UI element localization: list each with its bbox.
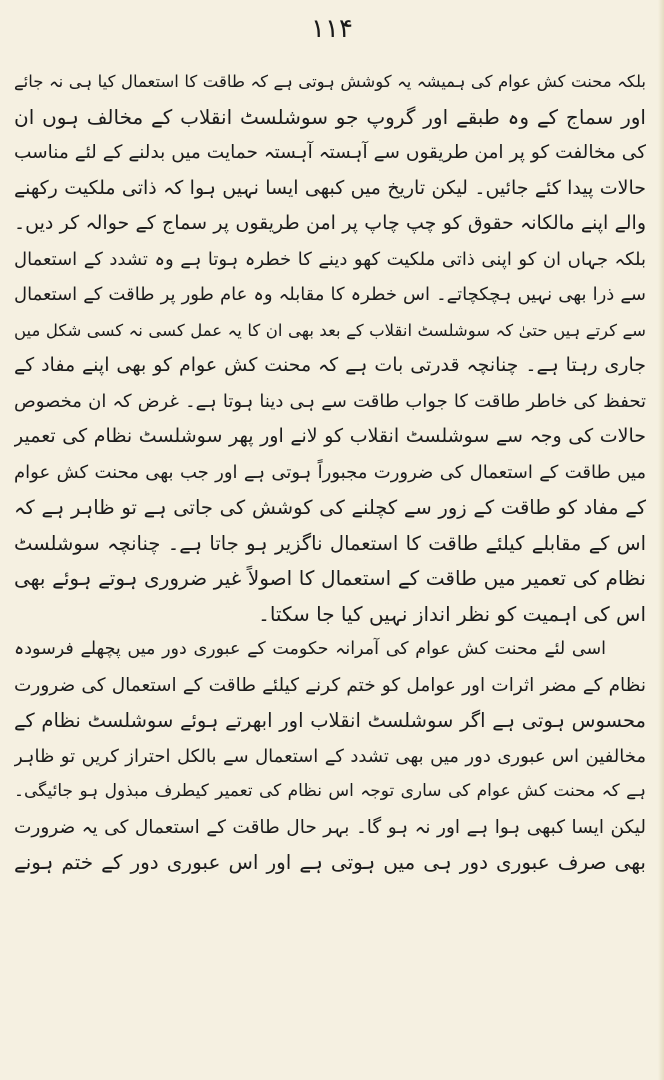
text-line: لیکن ایسا کبھی ہوا ہے اور نہ ہو گا۔ بہر حال طاقت کے استعمال کی یہ ضرورت <box>14 816 646 838</box>
text-line: بھی صرف عبوری دور ہی میں ہوتی ہے اور اس عبوری دور کے ختم ہونے <box>14 850 646 874</box>
text-line: بلکہ جہاں ان کو اپنی ذاتی ملکیت کھو دینے کا خطرہ ہوتا ہے وہ تشدد کے استعمال <box>14 248 646 270</box>
text-line: محسوس ہوتی ہے اگر سوشلسٹ انقلاب اور ابھرتے ہوئے سوشلسٹ نظام کے <box>14 709 646 732</box>
paragraph-2 <box>14 632 646 881</box>
text-line: نظام کے مضر اثرات اور عوامل کو ختم کرنے کیلئے طاقت کے استعمال کی ضرورت <box>14 674 646 696</box>
paragraph-1 <box>14 64 646 632</box>
text-line: اس کی اہمیت کو نظر انداز نہیں کیا جا سکتا۔ <box>258 601 646 626</box>
text-line: نظام کی تعمیر میں طاقت کے استعمال کا اصولاً غیر ضروری ہوتے ہوئے بھی <box>14 566 646 590</box>
text-line: حالات کی وجہ سے سوشلسٹ انقلاب کو لانے اور پھر سوشلسٹ نظام کی تعمیر <box>14 425 646 447</box>
text-line: ہے کہ محنت کش عوام کی ساری توجہ اس نظام کی تعمیر کیطرف مبذول ہو جائیگی۔ <box>14 781 646 801</box>
text-line: جاری رہتا ہے۔ چنانچہ قدرتی بات ہے کہ محنت کش عوام کو بھی اپنے مفاد کے <box>14 354 646 376</box>
text-line: اسی لئے محنت کش عوام کی آمرانہ حکومت کے عبوری دور میں پچھلے فرسودہ <box>14 639 606 659</box>
text-line: حالات پیدا کئے جائیں۔ لیکن تاریخ میں کبھی ایسا نہیں ہوا کہ ذاتی ملکیت رکھنے <box>14 176 646 199</box>
text-line: کے مفاد کو طاقت کے زور سے کچلنے کی کوشش کی جاتی ہے تو ظاہر ہے کہ <box>14 496 646 519</box>
text-line: تحفظ کی خاطر طاقت کا جواب طاقت سے ہی دینا ہوتا ہے۔ غرض کہ ان مخصوص <box>14 390 646 412</box>
text-line: والے اپنے مالکانہ حقوق کو چپ چاپ پر امن طریقوں پر سماج کے حوالہ کر دیں۔ <box>14 212 646 234</box>
text-line: اور سماج کے وہ طبقے اور گروپ جو سوشلسٹ انقلاب کے مخالف ہوں ان <box>14 104 646 129</box>
text-line: سے ذرا بھی نہیں ہچکچاتے۔ اس خطرہ کا مقابلہ وہ عام طور پر طاقت کے استعمال <box>14 284 646 305</box>
text-line: اس کے مقابلے کیلئے طاقت کا استعمال ناگزیر ہو جاتا ہے۔ چنانچہ سوشلسٹ <box>14 531 646 555</box>
text-line: سے کرتے ہیں حتیٰ کہ سوشلسٹ انقلاب کے بعد بھی ان کا یہ عمل کسی نہ کسی شکل میں <box>14 320 646 340</box>
text-line: میں طاقت کے استعمال کی ضرورت مجبوراً ہوتی ہے اور جب بھی محنت کش عوام <box>14 461 646 483</box>
text-line: مخالفین اس عبوری دور میں بھی تشدد کے استعمال سے بالکل احتراز کریں تو ظاہر <box>14 745 646 767</box>
page-edge-shadow <box>658 0 664 1080</box>
body-text <box>14 64 646 881</box>
page-number: ۱۱۴ <box>311 14 353 44</box>
text-line: بلکہ محنت کش عوام کی ہمیشہ یہ کوشش ہوتی ہے کہ طاقت کا استعمال کیا ہی نہ جائے <box>14 72 646 91</box>
text-line: کی مخالفت کو پر امن طریقوں سے آہستہ آہستہ حمایت میں بدلنے کے لئے مناسب <box>14 142 646 163</box>
